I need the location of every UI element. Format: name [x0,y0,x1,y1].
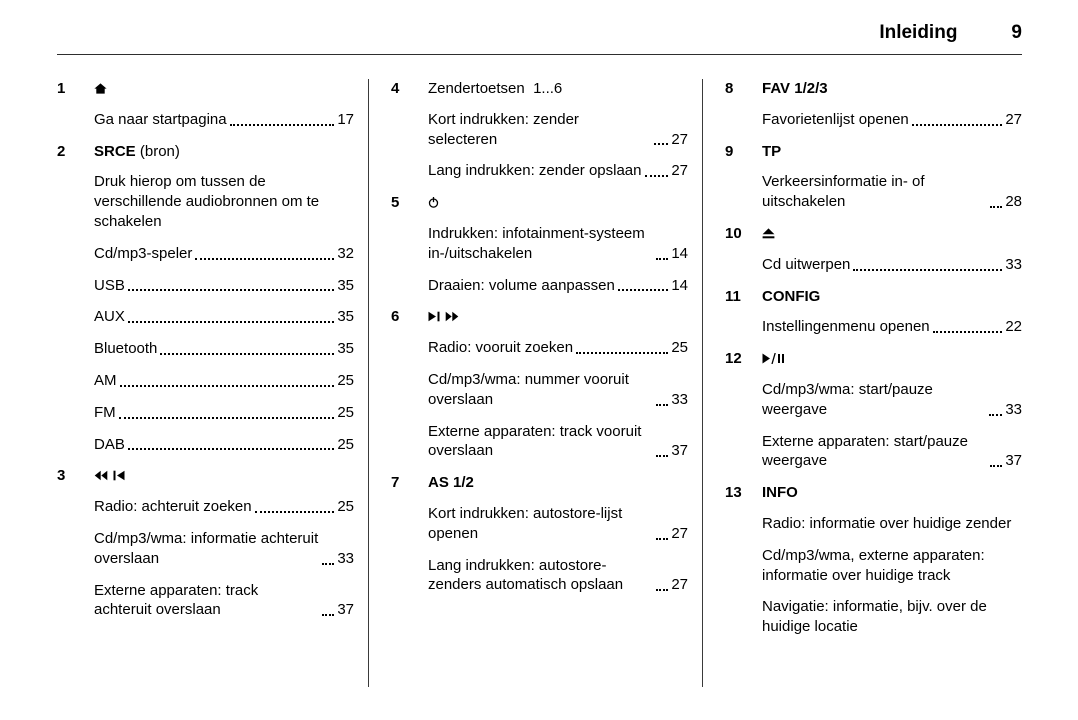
entry-page-number: 27 [671,162,688,180]
entry-page-number: 25 [337,403,354,421]
item-body [762,483,1022,649]
toc-entry [94,581,354,621]
item-number: 10 [725,225,742,243]
item-number: 1 [57,80,66,98]
toc-entry [94,529,354,569]
toc-entry [94,276,354,296]
entry-text: Lang indrukken: autostore-zenders automatisch opslaan [428,556,624,594]
item-body [762,287,1022,350]
manual-item [57,466,354,632]
dot-leader [576,352,668,354]
entry-page-number: 37 [1005,452,1022,470]
page-number: 9 [1011,22,1022,43]
dot-leader [322,563,334,565]
power-icon [428,197,439,208]
item-label [94,79,354,99]
item-number: 12 [725,350,742,368]
entry-text: AUX [94,308,125,326]
item-number: 3 [57,467,66,485]
item-label [94,466,354,486]
entry-text: Instellingenmenu openen [762,318,930,336]
dot-leader [656,404,668,406]
dot-leader [128,448,334,450]
dot-leader [230,124,335,126]
item-number: 4 [391,80,400,98]
play-pause-icon [762,353,786,364]
dot-leader [656,589,668,591]
item-number: 11 [725,287,741,305]
toc-entry [94,497,354,517]
toc-entry [94,435,354,455]
item-body [94,142,354,467]
entry-page-number: 33 [1005,255,1022,273]
manual-item [391,473,688,607]
manual-item [57,142,354,467]
columns [57,79,1022,687]
entry-page-number: 14 [671,276,688,294]
dot-leader [322,614,334,616]
page-header [57,20,1022,55]
manual-item [391,307,688,473]
entry-page-number: 25 [337,498,354,516]
toc-entry [428,161,688,181]
dot-leader [656,538,669,540]
entry-page-number: 27 [671,524,688,542]
entry-page-number: 14 [671,244,688,262]
toc-entry [762,172,1022,212]
item-body [428,79,688,193]
entry-page-number: 25 [337,372,354,390]
dot-leader [120,385,335,387]
dot-leader [912,124,1003,126]
home-icon [94,83,107,94]
toc-entry [762,255,1022,275]
item-body [428,307,688,473]
item-label [762,287,1022,307]
toc-entry [94,307,354,327]
entry-text: Externe apparaten: start/pauze weergave [762,432,968,470]
dot-leader [645,175,669,177]
entry-page-number: 27 [671,130,688,148]
item-label [428,473,688,493]
item-body [762,349,1022,483]
entry-text: Bluetooth [94,340,158,358]
toc-entry [762,317,1022,337]
dot-leader [933,331,1003,333]
entry-text: FM [94,403,116,421]
entry-text: Cd/mp3/wma: nummer vooruit overslaan [428,371,629,408]
entry-page-number: 25 [671,339,688,357]
entry-text: Navigatie: informatie, bijv. over de huidige locatie [762,598,987,636]
item-label-text: SRCE [94,142,136,160]
entry-text: Druk hierop om tussen de verschillende audiobronnen om te schakelen [94,173,320,231]
item-label-text: FAV 1/2/3 [762,80,828,98]
dot-leader [853,269,1002,271]
item-body [428,473,688,607]
item-label-text: AS 1/2 [428,474,474,492]
entry-text: Lang indrukken: zender opslaan [428,162,642,180]
item-label [428,79,688,99]
item-body [762,142,1022,224]
dot-leader [656,455,668,457]
item-label-text: TP [762,142,782,160]
item-label [762,224,1022,244]
item-body [94,466,354,632]
entry-page-number: 28 [1005,193,1022,211]
item-number: 2 [57,142,66,160]
item-label [428,307,688,327]
entry-text: Cd/mp3/wma: start/pauze weergave [762,381,933,418]
entry-page-number: 27 [671,576,688,594]
toc-entry [762,110,1022,130]
toc-entry [428,338,688,358]
manual-item [725,79,1022,142]
column-1 [57,79,368,687]
item-label [762,79,1022,99]
entry-text: Favorietenlijst openen [762,110,909,128]
toc-entry [94,371,354,391]
item-number: 9 [725,142,734,160]
dot-leader [990,206,1003,208]
toc-entry [762,597,1022,637]
entry-text: Ga naar startpagina [94,110,227,128]
entry-text: AM [94,372,117,390]
manual-item [725,287,1022,350]
entry-page-number: 37 [337,601,354,619]
item-label [762,349,1022,369]
entry-page-number: 22 [1005,318,1022,336]
entry-page-number: 33 [337,549,354,567]
toc-entry [94,403,354,423]
item-label [762,142,1022,162]
dot-leader [160,353,334,355]
entry-page-number: 17 [337,110,354,128]
entry-text: Indrukken: infotainment-systeem in-/uitschakelen [428,225,645,262]
toc-entry [94,244,354,264]
entry-page-number: 33 [1005,400,1022,418]
item-label [94,142,354,162]
entry-text: Radio: achteruit zoeken [94,498,252,516]
toc-entry [762,432,1022,472]
toc-entry [428,224,688,264]
entry-text: Draaien: volume aanpassen [428,276,615,294]
fast-forward-icon [445,311,459,322]
toc-entry [94,339,354,359]
item-body [762,224,1022,287]
entry-page-number: 35 [337,308,354,326]
dot-leader [128,321,334,323]
toc-entry [428,556,688,596]
manual-item [391,193,688,307]
item-body [94,79,354,142]
entry-text: Kort indrukken: autostore-lijst openen [428,505,623,542]
entry-text: Externe apparaten: track vooruit overslaan [428,422,642,460]
entry-page-number: 25 [337,435,354,453]
entry-text: Externe apparaten: track achteruit overslaan [94,581,259,619]
toc-entry [428,110,688,150]
manual-item [725,224,1022,287]
skip-back-icon [113,470,125,481]
item-number: 13 [725,484,742,502]
item-label [428,193,688,213]
dot-leader [119,417,335,419]
item-number: 7 [391,474,400,492]
toc-entry [428,422,688,462]
entry-text: USB [94,276,125,294]
entry-text: Cd uitwerpen [762,255,851,273]
entry-text: DAB [94,435,125,453]
dot-leader [990,465,1002,467]
column-3 [702,79,1022,687]
entry-page-number: 27 [1005,110,1022,128]
dot-leader [195,258,334,260]
toc-entry [428,504,688,544]
entry-text: Verkeersinformatie in- of uitschakelen [762,173,925,211]
toc-entry [762,514,1022,534]
item-label-text: INFO [762,484,798,502]
entry-text: Radio: informatie over huidige zender [762,515,1012,533]
toc-entry [94,172,354,231]
dot-leader [989,414,1002,416]
dot-leader [255,511,335,513]
toc-entry [762,380,1022,420]
entry-page-number: 35 [337,276,354,294]
item-label-text: CONFIG [762,287,821,305]
item-label-text: (bron) [135,142,180,160]
item-number: 5 [391,194,400,212]
manual-item [57,79,354,142]
toc-entry [428,370,688,410]
item-number: 6 [391,308,400,326]
entry-text: Kort indrukken: zender selecteren [428,110,579,148]
dot-leader [618,289,669,291]
toc-entry [428,276,688,296]
dot-leader [656,258,668,260]
entry-text: Cd/mp3/wma: informatie achteruit overslaan [94,530,319,567]
entry-text: Cd/mp3-speler [94,244,193,262]
item-body [762,79,1022,142]
rewind-icon [94,470,108,481]
manual-item [725,142,1022,224]
item-label [762,483,1022,503]
toc-entry [94,110,354,130]
item-number: 8 [725,80,734,98]
eject-icon [762,228,775,239]
entry-page-number: 33 [671,390,688,408]
entry-text: Cd/mp3/wma, externe apparaten: informatie over huidige track [762,546,985,584]
entry-page-number: 35 [337,340,354,358]
toc-entry [762,546,1022,586]
entry-text: Radio: vooruit zoeken [428,339,574,357]
item-body [428,193,688,307]
column-2 [368,79,702,687]
page-title: Inleiding [879,22,958,43]
manual-item [725,349,1022,483]
item-label-text: Zendertoetsen 1...6 [428,80,563,98]
entry-page-number: 32 [337,244,354,262]
manual-item [391,79,688,193]
manual-item [725,483,1022,649]
skip-forward-icon [428,311,440,322]
dot-leader [654,143,668,145]
dot-leader [128,289,334,291]
entry-page-number: 37 [671,442,688,460]
